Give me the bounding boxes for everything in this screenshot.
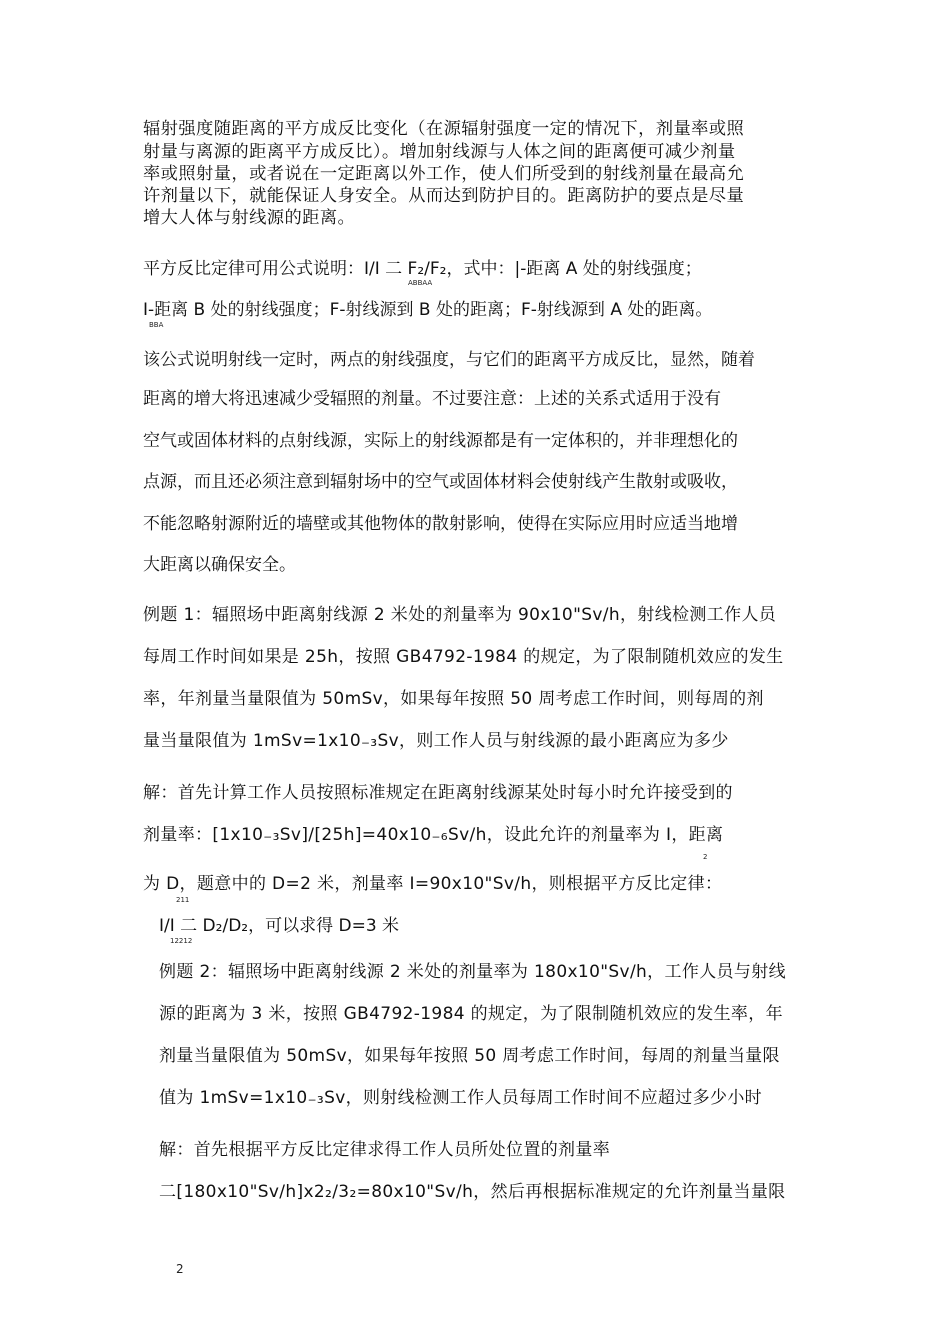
formula-subscript: 211 [176,896,190,904]
paragraph-line: 辐射强度随距离的平方成反比变化（在源辐射强度一定的情况下，剂量率或照 [143,119,745,139]
example-line: 值为 1mSv=1x10₋₃Sv，则射线检测工作人员每周工作时间不应超过多少小时 [159,1088,763,1108]
solution-line: 二[180x10"Sv/h]x2₂/3₂=80x10"Sv/h，然后再根据标准规定的允许剂量当量限 [159,1182,786,1202]
formula-line: 平方反比定律可用公式说明：I/I 二 F₂/F₂，式中：|-距离 A 处的射线强度； [143,259,702,279]
example-line: 每周工作时间如果是 25h，按照 GB4792-1984 的规定，为了限制随机效应的发生 [143,647,784,667]
paragraph-line: 不能忽略射源附近的墙壁或其他物体的散射影响，使得在实际应用时应适当地增 [143,514,738,534]
formula-subscript: ABBAA [408,279,433,287]
paragraph-line: 率或照射量，或者说在一定距离以外工作，使人们所受到的射线剂量在最高允 [143,164,745,184]
example-line: 量当量限值为 1mSv=1x10₋₃Sv，则工作人员与射线源的最小距离应为多少 [143,731,729,751]
example-line: 源的距离为 3 米，按照 GB4792-1984 的规定，为了限制随机效应的发生率，年 [159,1004,783,1024]
formula-line: I/I 二 D₂/D₂，可以求得 D=3 米 [159,916,400,936]
paragraph-line: 射量与离源的距离平方成反比）。增加射线源与人体之间的距离便可减少剂量 [143,142,736,162]
solution-line: 解：首先计算工作人员按照标准规定在距离射线源某处时每小时允许接受到的 [143,783,733,803]
paragraph-line: 距离的增大将迅速减少受辐照的剂量。不过要注意：上述的关系式适用于没有 [143,389,721,409]
page-number: 2 [176,1262,184,1276]
example-line: 剂量当量限值为 50mSv，如果每年按照 50 周考虑工作时间，每周的剂量当量限 [159,1046,780,1066]
formula-subscript: BBA [149,321,164,329]
example-line: 率，年剂量当量限值为 50mSv，如果每年按照 50 周考虑工作时间，则每周的剂 [143,689,764,709]
formula-line: I-距离 B 处的射线强度；F-射线源到 B 处的距离；F-射线源到 A 处的距离。 [143,300,713,320]
paragraph-line: 增大人体与射线源的距离。 [143,208,356,228]
solution-line: 解：首先根据平方反比定律求得工作人员所处位置的剂量率 [159,1140,611,1160]
solution-line: 剂量率：[1x10₋₃Sv]/[25h]=40x10₋₆Sv/h，设此允许的剂量率为 I，距离 [143,825,724,845]
paragraph-line: 空气或固体材料的点射线源，实际上的射线源都是有一定体积的，并非理想化的 [143,431,738,451]
formula-subscript: 12212 [170,937,193,945]
example-line: 例题 2：辐照场中距离射线源 2 米处的剂量率为 180x10"Sv/h，工作人员与射线 [159,962,786,982]
solution-line: 为 D，题意中的 D=2 米，剂量率 I=90x10"Sv/h，则根据平方反比定律： [143,874,723,894]
example-line: 例题 1：辐照场中距离射线源 2 米处的剂量率为 90x10"Sv/h，射线检测工作人员 [143,605,777,625]
paragraph-line: 点源，而且还必须注意到辐射场中的空气或固体材料会使射线产生散射或吸收， [143,472,738,492]
paragraph-line: 该公式说明射线一定时，两点的射线强度，与它们的距离平方成反比，显然，随着 [143,350,755,370]
formula-superscript: 2 [703,853,708,861]
paragraph-line: 许剂量以下，就能保证人身安全。从而达到防护目的。距离防护的要点是尽量 [143,186,745,206]
paragraph-line: 大距离以确保安全。 [143,555,296,575]
